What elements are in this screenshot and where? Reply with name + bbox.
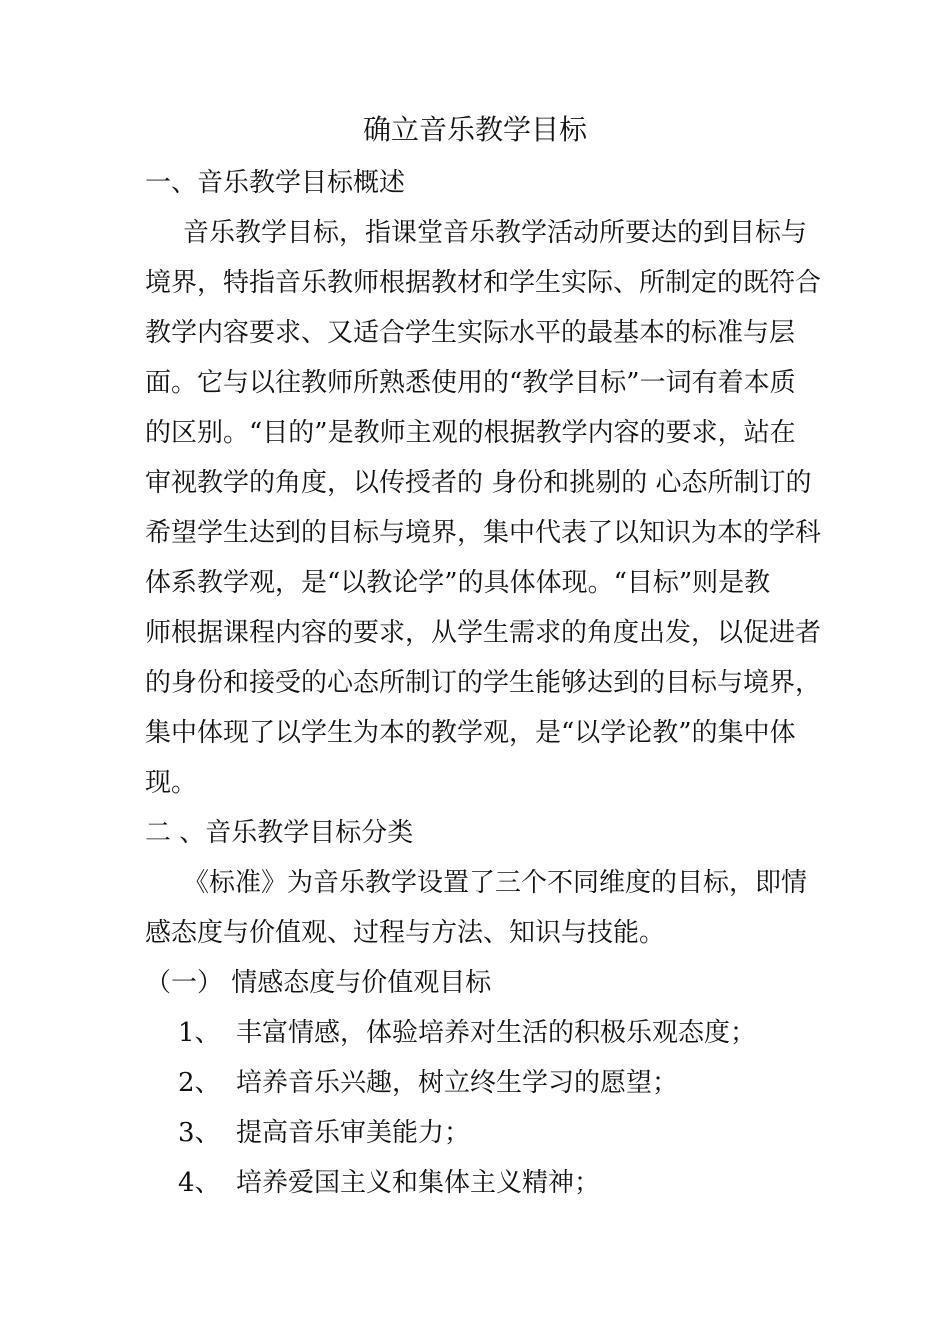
list-item-number: 2、 — [178, 1068, 221, 1098]
paragraph-line: 体系教学观，是“以教论学”的具体体现。“目标”则是教 — [145, 568, 771, 598]
paragraph-line: 《标准》为音乐教学设置了三个不同维度的目标，即情 — [183, 868, 808, 898]
list-item-text: 培养爱国主义和集体主义精神； — [236, 1168, 601, 1198]
section-heading-classification: 二 、音乐教学目标分类 — [145, 818, 414, 848]
subsection-heading: （一） 情感态度与价值观目标 — [145, 968, 492, 998]
list-item-text: 丰富情感，体验培养对生活的积极乐观态度； — [236, 1018, 757, 1048]
list-item-number: 1、 — [178, 1018, 221, 1048]
paragraph-line: 面。它与以往教师所熟悉使用的“教学目标”一词有着本质 — [145, 368, 796, 398]
paragraph-line: 境界，特指音乐教师根据教材和学生实际、所制定的既符合 — [145, 268, 822, 298]
paragraph-line: 感态度与价值观、过程与方法、知识与技能。 — [145, 918, 666, 948]
list-item-text: 提高音乐审美能力； — [236, 1118, 471, 1148]
paragraph-line: 的区别。“目的”是教师主观的根据教学内容的要求，站在 — [145, 418, 796, 448]
list-item-number: 4、 — [178, 1168, 221, 1198]
paragraph-line: 师根据课程内容的要求，从学生需求的角度出发，以促进者 — [145, 618, 822, 648]
paragraph-line: 集中体现了以学生为本的教学观，是“以学论教”的集中体 — [145, 718, 796, 748]
list-item-number: 3、 — [178, 1118, 221, 1148]
paragraph-line: 审视教学的角度，以传授者的 身份和挑剔的 心态所制订的 — [145, 468, 812, 498]
list-item-text: 培养音乐兴趣，树立终生学习的愿望； — [236, 1068, 679, 1098]
paragraph-line: 音乐教学目标，指课堂音乐教学活动所要达的到目标与 — [183, 218, 808, 248]
paragraph-line: 教学内容要求、又适合学生实际水平的最基本的标准与层 — [145, 318, 796, 348]
paragraph-line: 希望学生达到的目标与境界，集中代表了以知识为本的学科 — [145, 518, 822, 548]
paragraph-line: 现。 — [145, 768, 198, 798]
paragraph-line: 的身份和接受的心态所制订的学生能够达到的目标与境界， — [145, 668, 822, 698]
section-heading-overview: 一、音乐教学目标概述 — [145, 168, 406, 198]
document-title: 确立音乐教学目标 — [362, 113, 587, 146]
